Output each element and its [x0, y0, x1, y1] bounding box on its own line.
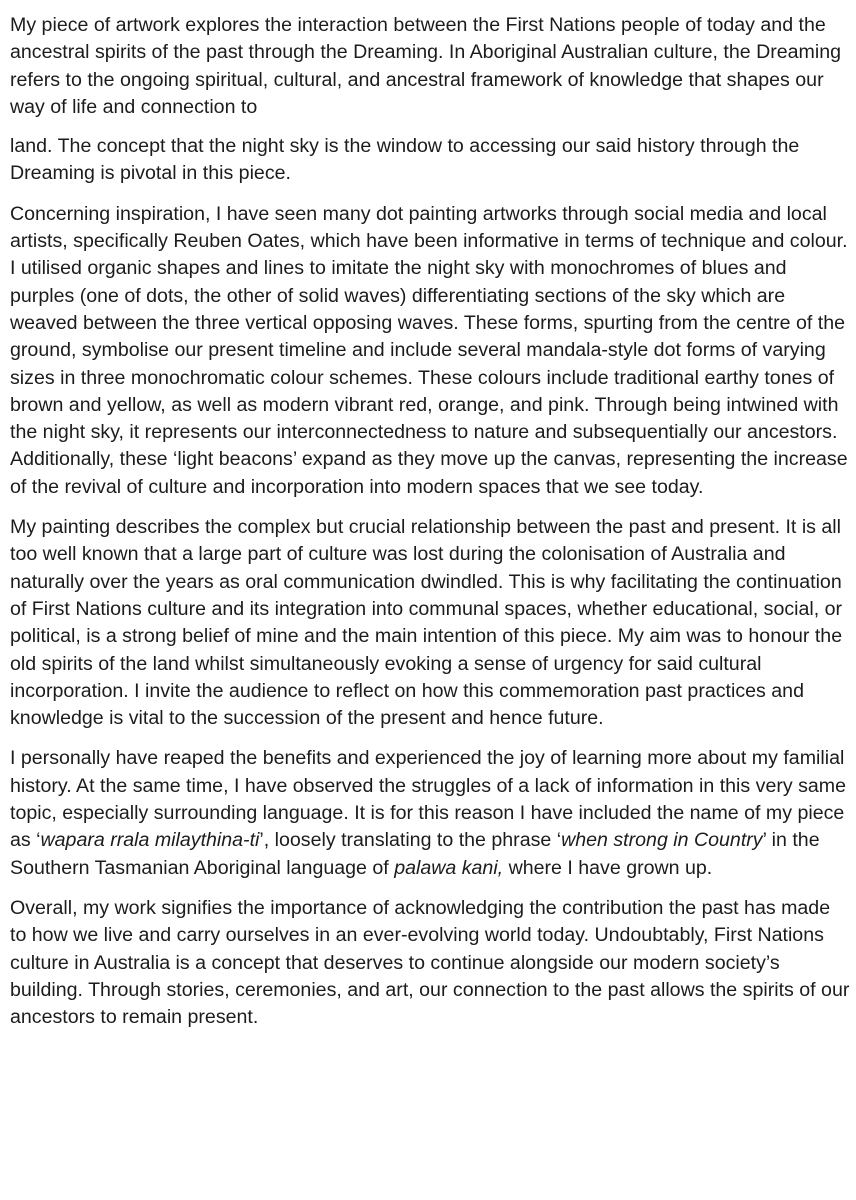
paragraph-text: Overall, my work signifies the importance of acknowledging the contribution the past has made to how we live and carry ourselves in an ever-evolving world today. Undoubtably, First Nations culture in Australia is a concept that deserves to continue alongside our modern society’s building. Through stories, ceremonies, and art, our connection to the past allows the spirits of our ancestors to remain present. — [10, 896, 850, 1029]
paragraph-relationship — [10, 514, 850, 732]
paragraph-text: where I have grown up. — [503, 856, 713, 879]
paragraph-language — [10, 745, 850, 881]
paragraph-text: ’, loosely translating to the phrase ‘ — [259, 829, 562, 852]
paragraph-text: I personally have reaped the benefits and experienced the joy of learning more about my familial history. At the same time, I have observed the struggles of a lack of information in this very same topic, especially surrounding language. It is for this reason I have included the name of my piece as ‘ — [10, 747, 847, 852]
paragraph-text: Concerning inspiration, I have seen many dot painting artworks through social media and local artists, specifically Reuben Oates, which have been informative in terms of technique and colour. I utilised organic shapes and lines to imitate the night sky with monochromes of blues and purples (one of dots, the other of solid waves) differentiating sections of the sky which are weaved between the three vertical opposing waves. These forms, spurting from the centre of the ground, symbolise our present timeline and include several mandala-style dot forms of varying sizes in three monochromatic colour schemes. These colours include traditional earthy tones of brown and yellow, as well as modern vibrant red, orange, and pink. Through being intwined with the night sky, it represents our interconnectedness to nature and subsequentially our ancestors. Additionally, these ‘light beacons’ expand as they move up the canvas, representing the increase of the revival of culture and incorporation into modern spaces that we see today. — [10, 202, 848, 498]
paragraph-text: land. The concept that the night sky is the window to accessing our said history through the Dreaming is pivotal in this piece. — [10, 135, 800, 185]
paragraph-inspiration — [10, 201, 850, 501]
paragraph-conclusion — [10, 895, 850, 1031]
paragraph-text: ’ in the Southern Tasmanian Aboriginal language of — [10, 829, 820, 879]
paragraph-intro — [10, 12, 850, 121]
paragraph-text: My piece of artwork explores the interaction between the First Nations people of today and the ancestral spirits of the past through the Dreaming. In Aboriginal Australian culture, the Dreaming refers to the ongoing spiritual, cultural, and ancestral framework of knowledge that shapes our way of life and connection to — [10, 14, 842, 118]
document-body — [10, 12, 850, 1044]
piece-title-italic: wapara rrala milaythina-ti — [40, 829, 260, 852]
translation-italic: when strong in Country — [561, 829, 763, 852]
paragraph-text: My painting describes the complex but crucial relationship between the past and present. It is all too well known that a large part of culture was lost during the colonisation of Australia and naturally over the years as oral communication dwindled. This is why facilitating the continuation of First Nations culture and its integration into communal spaces, whether educational, social, or political, is a strong belief of mine and the main intention of this piece. My aim was to honour the old spirits of the land whilst simultaneously evoking a sense of urgency for said cultural incorporation. I invite the audience to reflect on how this commemoration past practices and knowledge is vital to the succession of the present and hence future. — [10, 516, 843, 730]
language-name-italic: palawa kani, — [394, 856, 504, 879]
paragraph-intro-continued — [10, 133, 850, 188]
